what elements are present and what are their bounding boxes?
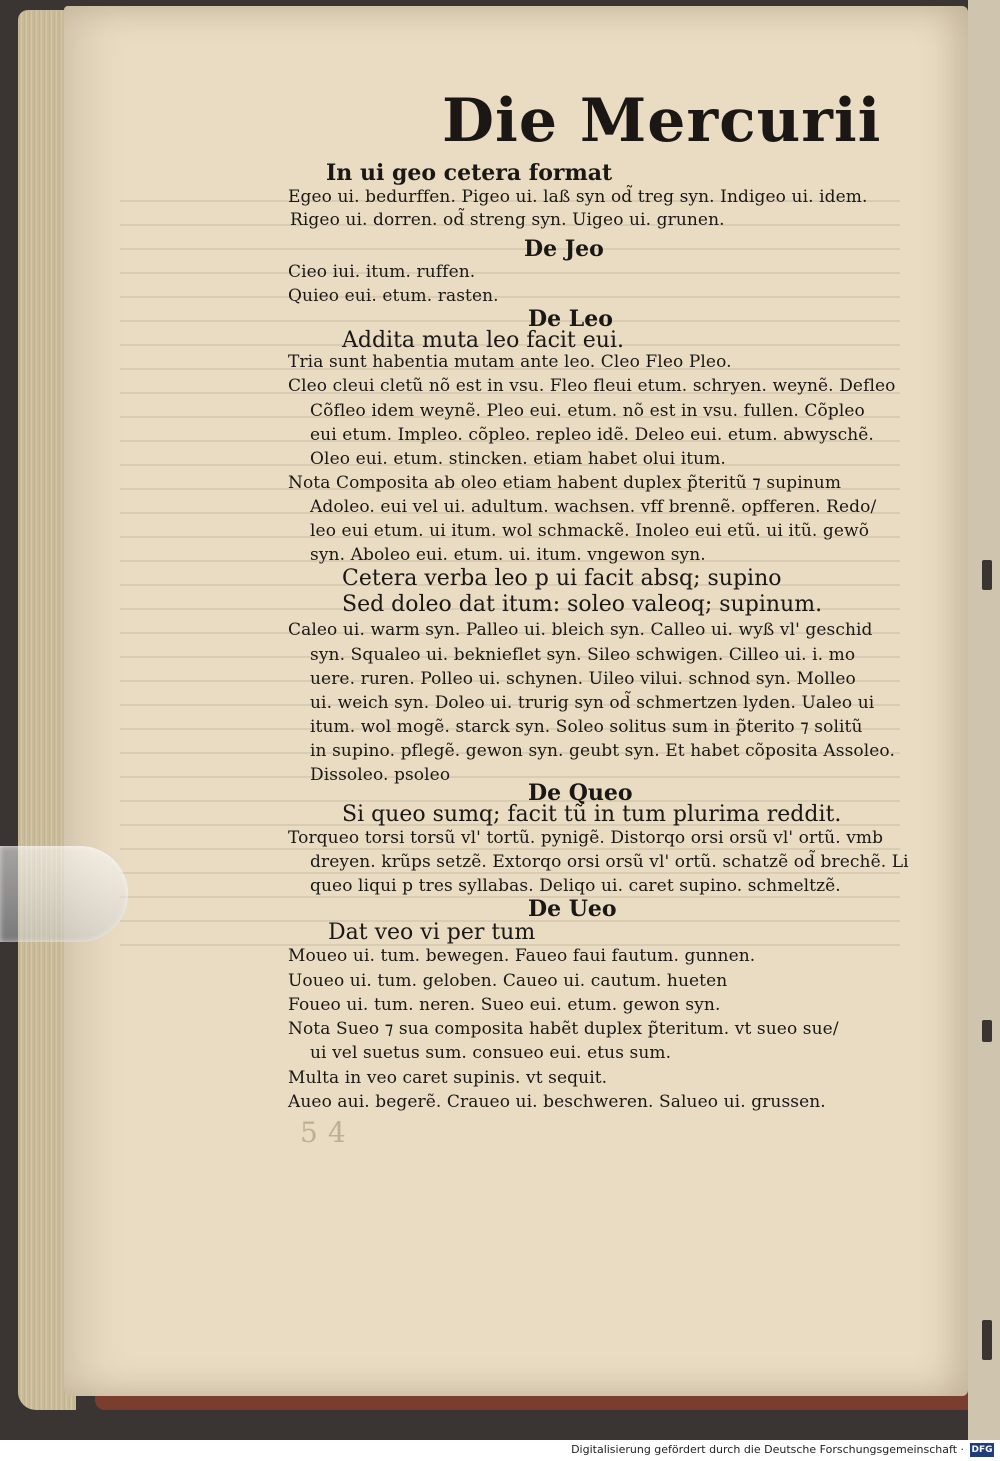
text-line: Cõfleo idem weynẽ. Pleo eui. etum. nõ est in vsu. fullen. Cõpleo (310, 401, 865, 421)
verse-line: Addita muta leo facit eui. (342, 328, 624, 353)
text-line: Caleo ui. warm syn. Palleo ui. bleich syn. Calleo ui. wyß vl' geschid (288, 620, 873, 640)
text-line: eui etum. Impleo. cõpleo. repleo idẽ. Deleo eui. etum. abwyschẽ. (310, 425, 874, 445)
text-line: Foueo ui. tum. neren. Sueo eui. etum. gewon syn. (288, 995, 721, 1015)
text-line: Cieo iui. itum. ruffen. (288, 262, 476, 282)
text-line: ui. weich syn. Doleo ui. trurig syn od̃ schmertzen lyden. Ualeo ui (310, 693, 875, 713)
text-line: uere. ruren. Polleo ui. schynen. Uileo vilui. schnod syn. Molleo (310, 669, 856, 689)
text-line: leo eui etum. ui itum. wol schmackẽ. Inoleo eui etũ. ui itũ. gewõ (310, 521, 870, 541)
section-heading: De Ueo (528, 896, 617, 922)
verse-line: Cetera verba leo p ui facit absq; supino (342, 566, 782, 591)
text-line: Rigeo ui. dorren. od̃ streng syn. Uigeo ui. grunen. (290, 210, 725, 230)
funding-credit: Digitalisierung gefördert durch die Deutsche Forschungsgemeinschaft · (571, 1443, 964, 1456)
text-line: Multa in veo caret supinis. vt sequit. (288, 1068, 608, 1088)
text-line: Moueo ui. tum. bewegen. Faueo faui fautum. gunnen. (288, 946, 756, 966)
section-heading: De Jeo (524, 236, 604, 262)
text-line: Egeo ui. bedurffen. Pigeo ui. laß syn od̃ treg syn. Indigeo ui. idem. (288, 187, 868, 207)
text-line: Torqueo torsi torsũ vl' tortũ. pynigẽ. Distorqo orsi orsũ vl' ortũ. vmb (288, 828, 884, 848)
text-line: Tria sunt habentia mutam ante leo. Cleo Fleo Pleo. (288, 352, 732, 372)
text-line: Nota Sueo ⁊ sua composita habẽt duplex p̃teritum. vt sueo sue/ (288, 1019, 839, 1039)
verse-line: Sed doleo dat itum: soleo valeoq; supinum. (342, 592, 823, 617)
verse-line: Si queo sumq; facit tũ in tum plurima reddit. (342, 802, 842, 827)
text-line: syn. Squaleo ui. beknieflet syn. Sileo schwigen. Cilleo ui. i. mo (310, 645, 856, 665)
text-line: Oleo eui. etum. stincken. etiam habet olui itum. (310, 449, 726, 469)
page-title: Die Mercurii (442, 86, 882, 156)
text-line: ui vel suetus sum. consueo eui. etus sum. (310, 1043, 672, 1063)
dfg-logo: DFG (971, 1445, 993, 1455)
facing-page-edge (968, 0, 1000, 1440)
text-line: Nota Composita ab oleo etiam habent duplex p̃teritũ ⁊ supinum (288, 473, 842, 493)
text-line: Dissoleo. psoleo (310, 765, 451, 785)
text-line: Uoueo ui. tum. geloben. Caueo ui. cautum. hueten (288, 971, 728, 991)
verse-line: Dat veo vi per tum (328, 920, 536, 945)
page-holder-clip (0, 846, 128, 942)
text-line: Adoleo. eui vel ui. adultum. wachsen. vff brennẽ. opfferen. Redo/ (310, 497, 877, 517)
text-line: Cleo cleui cletũ nõ est in vsu. Fleo fleui etum. schryen. weynẽ. Defleo (288, 376, 896, 396)
text-line: dreyen. krũps setzẽ. Extorqo orsi orsũ vl' ortũ. schatzẽ od̃ brechẽ. Li (310, 852, 909, 872)
text-line: itum. wol mogẽ. starck syn. Soleo solitus sum in p̃terito ⁊ solitũ (310, 717, 863, 737)
text-line: queo liqui p tres syllabas. Deliqo ui. caret supino. schmeltzẽ. (310, 876, 841, 896)
text-line: Quieo eui. etum. rasten. (288, 286, 499, 306)
section-heading: De Leo (528, 306, 613, 332)
verse-line: In ui geo cetera format (326, 160, 613, 186)
text-line: Aueo aui. begerẽ. Craueo ui. beschweren. Salueo ui. grussen. (288, 1092, 826, 1112)
folio-number: 54 (300, 1116, 356, 1149)
text-line: syn. Aboleo eui. etum. ui. itum. vngewon syn. (310, 545, 706, 565)
text-line: in supino. pflegẽ. gewon syn. geubt syn. Et habet cõposita Assoleo. (310, 741, 895, 761)
section-heading: De Queo (528, 780, 633, 806)
